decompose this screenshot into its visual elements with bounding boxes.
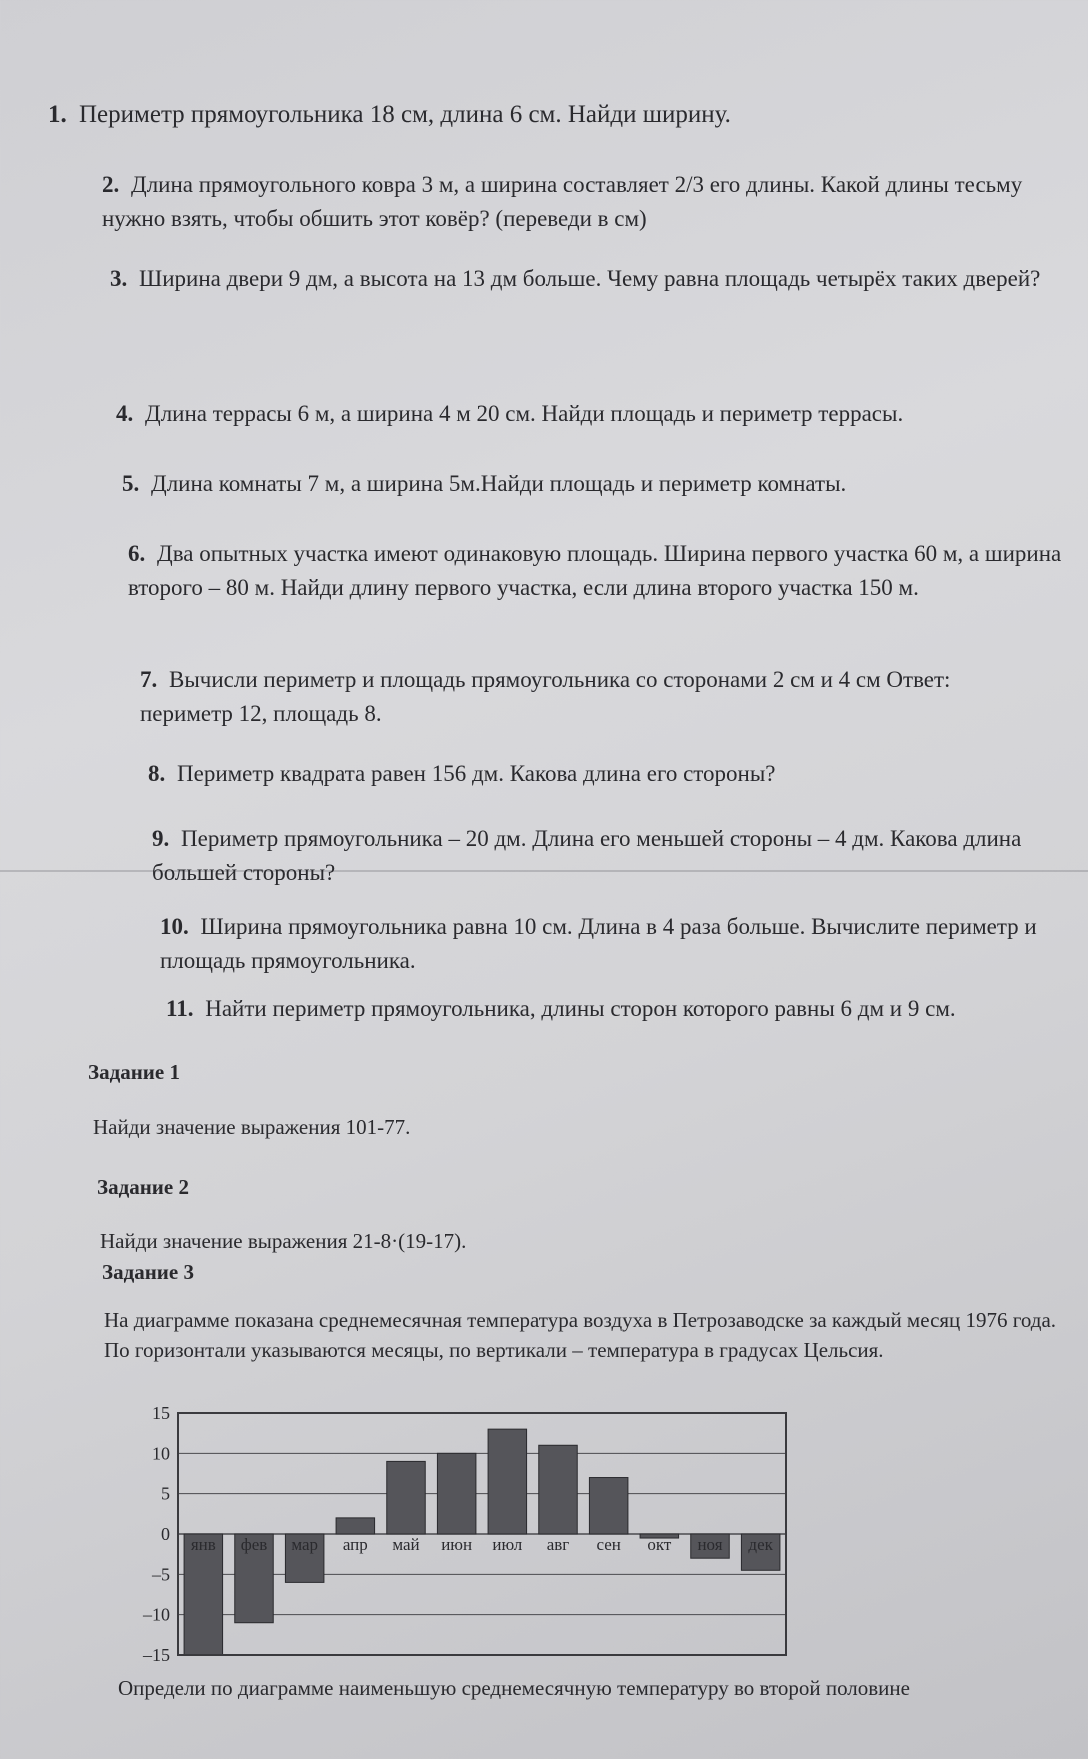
y-tick-label: –15 (143, 1645, 170, 1665)
y-tick-label: 10 (152, 1443, 170, 1464)
problem-text: Длина прямоугольного ковра 3 м, а ширина составляет 2/3 его длины. Какой длины тесьму нужно взять, чтобы обшить этот ковёр? (переведи в см) (102, 172, 1023, 231)
problem-number: 4. (116, 401, 134, 426)
problem-text: Длина комнаты 7 м, а ширина 5м.Найди площадь и периметр комнаты. (151, 471, 847, 496)
x-tick-label: сен (596, 1535, 621, 1554)
problem-number: 6. (128, 541, 146, 566)
y-tick-label: 15 (152, 1405, 170, 1423)
problem-text: Периметр квадрата равен 156 дм. Какова длина его стороны? (177, 761, 776, 786)
problem-4 (116, 397, 1086, 431)
problem-number: 8. (148, 761, 166, 786)
problem-1 (48, 98, 1028, 132)
x-tick-label: янв (190, 1535, 216, 1554)
bar-апр (336, 1518, 375, 1534)
x-tick-label: май (392, 1535, 420, 1554)
x-tick-label: фев (240, 1535, 268, 1554)
bar-авг (539, 1445, 578, 1534)
x-tick-label: дек (748, 1535, 773, 1554)
problem-text: Ширина прямоугольника равна 10 см. Длина в 4 раза больше. Вычислите периметр и площадь прямоугольника. (160, 914, 1037, 973)
y-tick-label: –5 (152, 1564, 170, 1585)
problem-number: 7. (140, 667, 158, 692)
x-tick-label: июл (492, 1535, 523, 1554)
zadanie-1-title: Задание 1 (88, 1060, 180, 1084)
problem-number: 11. (166, 996, 194, 1021)
problem-number: 5. (122, 471, 140, 496)
problem-5 (122, 467, 1082, 501)
problem-number: 9. (152, 826, 170, 851)
chart-x-labels (191, 1535, 774, 1554)
problem-number: 10. (160, 914, 189, 939)
problem-text: Вычисли периметр и площадь прямоугольника со сторонами 2 см и 4 см Ответ: периметр 12, площадь 8. (140, 667, 951, 726)
y-tick-label: 5 (161, 1483, 170, 1504)
problem-text: Периметр прямоугольника – 20 дм. Длина его меньшей стороны – 4 дм. Какова длина большей стороны? (152, 826, 1022, 885)
problem-number: 1. (48, 101, 67, 128)
problem-9 (152, 822, 1082, 890)
bar-май (387, 1461, 426, 1534)
x-tick-label: окт (647, 1535, 672, 1554)
problem-8 (148, 757, 1068, 791)
x-tick-label: авг (546, 1535, 570, 1554)
zadanie-3-question: Определи по диаграмме наименьшую среднемесячную температуру во второй половине (118, 1676, 910, 1700)
x-tick-label: апр (342, 1535, 368, 1554)
problem-7 (140, 663, 1040, 731)
x-tick-label: ноя (697, 1535, 723, 1554)
bar-сен (589, 1478, 628, 1534)
problem-number: 3. (110, 266, 128, 291)
bar-июл (488, 1429, 527, 1534)
y-tick-label: –10 (143, 1604, 170, 1625)
y-tick-label: 0 (161, 1524, 170, 1544)
problem-10 (160, 910, 1060, 978)
chart-bars (184, 1429, 780, 1655)
problem-number: 2. (102, 172, 120, 197)
zadanie-2-text: Найди значение выражения 21-8·(19-17). (100, 1229, 467, 1253)
x-tick-label: мар (291, 1535, 319, 1554)
problem-text: Найти периметр прямоугольника, длины сторон которого равны 6 дм и 9 см. (205, 996, 956, 1021)
temperature-chart (130, 1405, 810, 1665)
problem-text: Два опытных участка имеют одинаковую площадь. Ширина первого участка 60 м, а ширина второго – 80 м. Найди длину первого участка, если длина второго участка 150 м. (128, 541, 1062, 600)
problem-11 (166, 992, 1081, 1026)
bar-июн (437, 1453, 476, 1534)
problem-2 (102, 168, 1082, 236)
problem-3 (110, 262, 1085, 296)
chart-y-labels (142, 1405, 170, 1665)
zadanie-3-text: На диаграмме показана среднемесячная температура воздуха в Петрозаводске за каждый месяц 1976 года. По горизонтали указываются месяцы, по вертикали – температура в градусах Цельсия. (104, 1308, 1057, 1362)
x-tick-label: июн (441, 1535, 473, 1554)
problem-6 (128, 537, 1083, 605)
zadanie-3-title: Задание 3 (102, 1260, 194, 1284)
problem-text: Длина террасы 6 м, а ширина 4 м 20 см. Найди площадь и периметр террасы. (145, 401, 904, 426)
problem-text: Ширина двери 9 дм, а высота на 13 дм больше. Чему равна площадь четырёх таких дверей? (139, 266, 1041, 291)
problem-text: Периметр прямоугольника 18 см, длина 6 см. Найди ширину. (79, 101, 731, 128)
zadanie-1-text: Найди значение выражения 101-77. (93, 1115, 411, 1139)
zadanie-2-title: Задание 2 (97, 1175, 189, 1199)
